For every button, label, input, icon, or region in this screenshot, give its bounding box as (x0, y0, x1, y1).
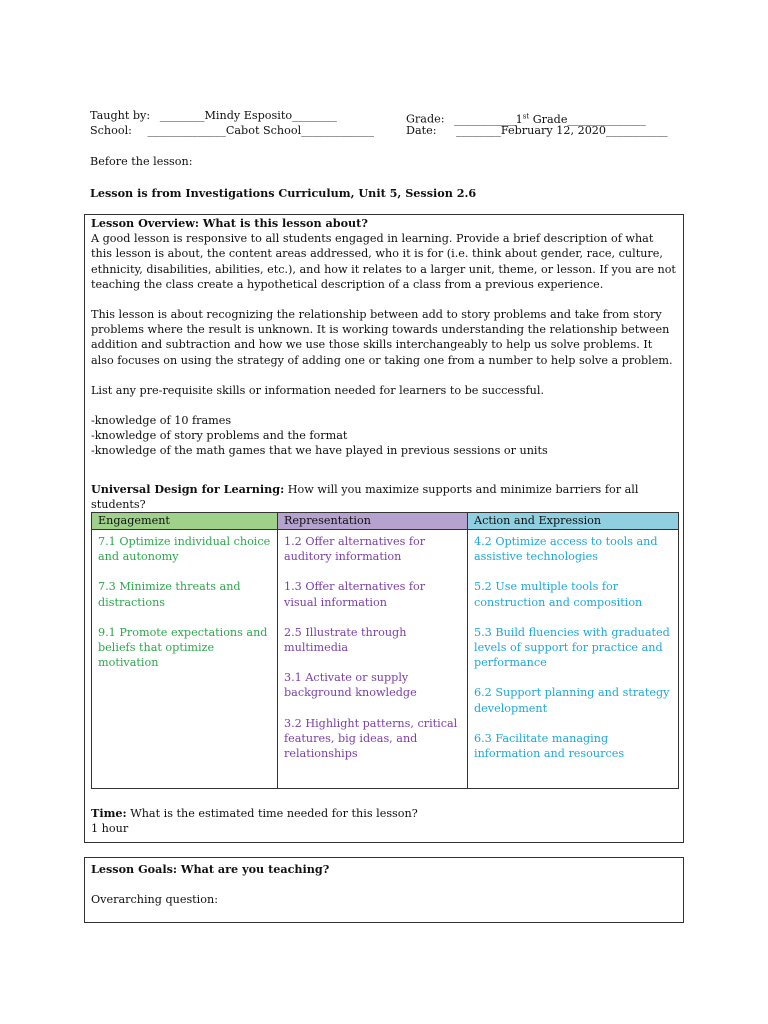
action-item: 4.2 Optimize access to tools and assistive technologies (474, 535, 658, 564)
representation-item: 3.1 Activate or supply background knowledge (284, 671, 417, 700)
prereq-item: -knowledge of 10 frames (91, 414, 232, 428)
lesson-overview-box (84, 214, 684, 843)
overview-answer: This lesson is about recognizing the relationship between add to story problems and take from story problems where the result is unknown. It is working towards understanding the relationship between addition and subtraction and how we use those skills interchangeably to help us solve problems. It also focuses on using the strategy of adding one or taking one from a number to help solve a problem. (91, 308, 673, 367)
udl-col-engagement: Engagement (92, 513, 278, 530)
time-question: Time: What is the estimated time needed for this lesson? (91, 806, 418, 821)
udl-col-action-expression: Action and Expression (468, 513, 679, 530)
taught-by-value: ________Mindy Esposito________ (159, 109, 337, 122)
grade-value: ___________1st Grade______________ (454, 112, 646, 126)
date-label: Date: (406, 124, 437, 137)
udl-col-representation: Representation (278, 513, 468, 530)
overarching-question-label: Overarching question: (91, 893, 218, 907)
before-lesson-label: Before the lesson: (90, 155, 193, 168)
engagement-item: 7.3 Minimize threats and distractions (98, 580, 241, 609)
representation-cell (278, 530, 468, 789)
representation-item: 1.2 Offer alternatives for auditory information (284, 535, 426, 564)
grade-label: Grade: (406, 112, 445, 126)
action-item: 5.3 Build fluencies with graduated levels of support for practice and performance (474, 625, 670, 670)
action-item: 5.2 Use multiple tools for construction and composition (474, 580, 643, 609)
lesson-goals-box (84, 857, 684, 923)
overview-prompt: A good lesson is responsive to all students engaged in learning. Provide a brief description of what this lesson is about, the content areas addressed, who it is for (i.e. think about gender, race, culture, ethnicity, disabilities, abilities, etc.), and how it relates to a larger unit, theme, or lesson. If you are not teaching the class create a hypothetical description of a class from a previous experience. (91, 232, 676, 291)
action-item: 6.3 Facilitate managing information and resources (474, 731, 625, 761)
prereq-item: -knowledge of the math games that we have played in previous sessions or units (91, 444, 548, 458)
engagement-item: 9.1 Promote expectations and beliefs that optimize motivation (98, 625, 268, 670)
date-value: ________February 12, 2020___________ (456, 124, 668, 137)
school-row (90, 124, 374, 138)
representation-item: 3.2 Highlight patterns, critical features, big ideas, and relationships (284, 716, 458, 761)
date-row (406, 124, 668, 138)
time-value: 1 hour (91, 822, 129, 836)
action-cell (468, 530, 679, 789)
goals-heading: Lesson Goals: What are you teaching? (91, 862, 330, 876)
prereq-prompt: List any pre-requisite skills or information needed for learners to be successful. (91, 383, 545, 397)
taught-by-row (90, 109, 337, 123)
overview-heading: Lesson Overview: What is this lesson about? (91, 216, 368, 230)
engagement-cell (92, 530, 278, 789)
prereq-item: -knowledge of story problems and the format (91, 429, 348, 443)
udl-table (91, 512, 679, 789)
udl-heading: Universal Design for Learning: How will you maximize supports and minimize barriers for all students? (91, 481, 639, 511)
curriculum-source: Lesson is from Investigations Curriculum, Unit 5, Session 2.6 (90, 186, 477, 200)
representation-item: 1.3 Offer alternatives for visual information (284, 580, 426, 609)
school-value: ______________Cabot School_____________ (147, 124, 374, 137)
taught-by-label: Taught by: (90, 109, 151, 122)
school-label: School: (90, 124, 132, 137)
representation-item: 2.5 Illustrate through multimedia (284, 625, 407, 655)
engagement-item: 7.1 Optimize individual choice and autonomy (98, 535, 271, 564)
action-item: 6.2 Support planning and strategy development (474, 686, 670, 715)
